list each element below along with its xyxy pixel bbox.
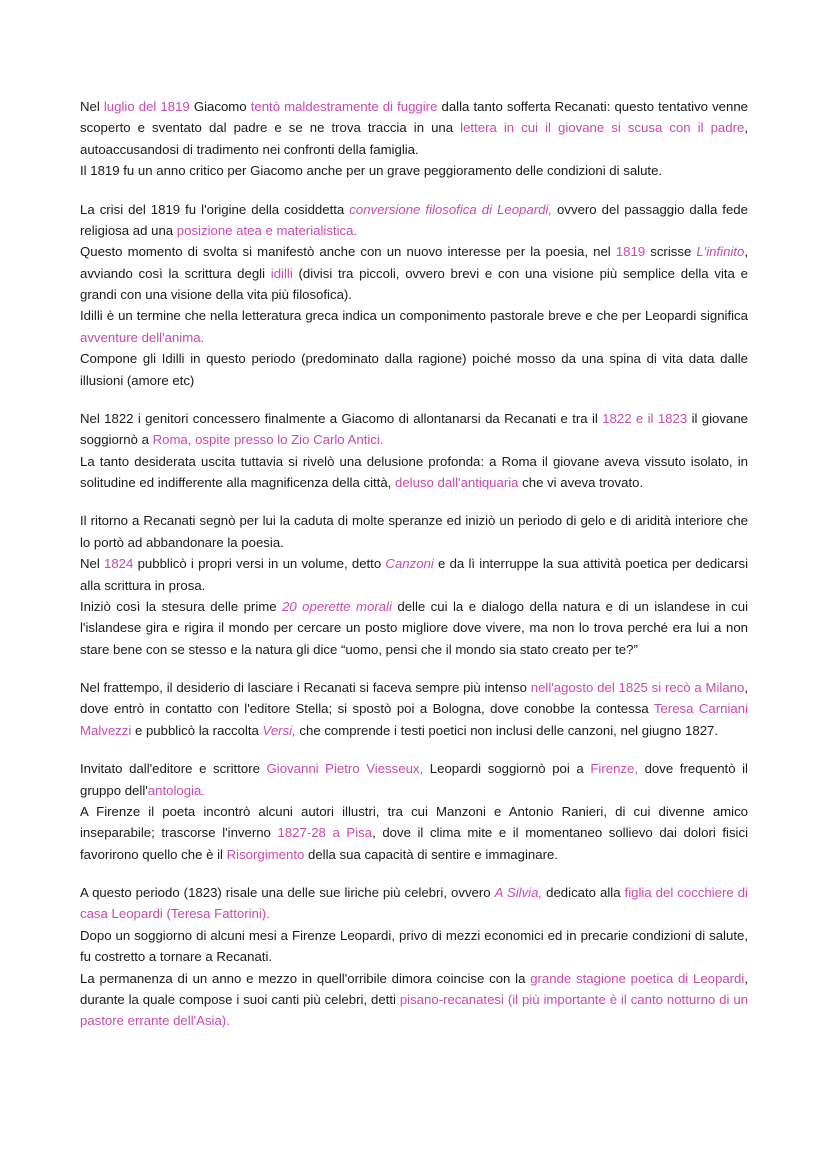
paragraph [80,553,748,596]
text-run: e pubblicò la raccolta [131,722,263,738]
paragraph [80,882,748,925]
text-run: , dove il clima mite e il momentaneo sollievo dai dolori fisici favorirono quello che è il [80,825,748,862]
text-run: Questo momento di svolta si manifestò anche con un nuovo interesse per la poesia, nel [80,244,616,260]
text-run: A questo periodo (1823) risale una delle sue liriche più celebri, ovvero [80,885,495,900]
text-run: delle cui la e dialogo della natura e di un islandese in cui l'islandese gira e rigira il mondo per cercare un posto migliore dove vivere, ma non lo trova perché era lui a non stare bene con se stesso e la natura gli dice “uomo, pensi che il mondo sia stato creato per te?” [80,598,748,657]
paragraph [80,199,748,242]
paragraph [80,408,748,451]
paragraph [80,925,748,968]
highlighted-text-run: A Silvia, [494,885,543,900]
text-run: (divisi tra piccoli, ovvero brevi e con una visione più semplice della vita e grandi con una visione della vita più filosofica). [80,265,748,302]
highlighted-text-run: lettera in cui il giovane si scusa con il padre [460,120,745,136]
text-run: , autoaccusandosi di tradimento nei confronti della famiglia. [80,120,748,157]
paragraph [80,96,748,160]
highlighted-text-run: figlia del cocchiere di casa Leopardi (Teresa Fattorini). [80,885,748,922]
text-run: Dopo un soggiorno di alcuni mesi a Firenze Leopardi, privo di mezzi economici ed in precarie condizioni di salute, fu costretto a tornare a Recanati. [80,927,748,965]
highlighted-text-run: Risorgimento [226,846,305,862]
highlighted-text-run: posizione atea e materialistica. [176,222,358,238]
text-run: Nel [80,556,105,572]
paragraph [80,677,748,741]
paragraph-spacer [80,660,748,677]
text-run: , avviando così la scrittura degli [80,244,749,281]
paragraph [80,241,748,305]
text-run: La permanenza di un anno e mezzo in quell'orribile dimora coincise con la [80,970,531,986]
text-run: , dove entrò in contatto con l'editore Stella; si spostò poi a Bologna, dove conobbe la contessa [80,680,748,717]
paragraph [80,968,748,1032]
text-run: dedicato alla [542,885,625,900]
highlighted-text-run: Firenze, [590,761,638,777]
highlighted-text-run: 1819 [615,244,646,260]
text-run: Nel frattempo, il desiderio di lasciare i Recanati si faceva sempre più intenso [80,680,531,695]
paragraph [80,510,748,553]
paragraph [80,758,748,801]
paragraph-spacer [80,391,748,408]
highlighted-text-run: nell'agosto del 1825 si recò a Milano [530,680,745,695]
highlighted-text-run: 1827-28 a Pisa [277,825,373,841]
paragraph [80,596,748,660]
highlighted-text-run: Versi, [262,722,296,738]
text-run: La tanto desiderata uscita tuttavia si rivelò una delusione profonda: a Roma il giovane aveva vissuto isolato, in solitudine ed indifferente alla magnificenza della città, [80,453,748,490]
text-run: Leopardi soggiornò poi a [423,761,591,777]
text-run: dalla tanto sofferta Recanati: questo tentativo venne scoperto e sventato dal padre e se ne trova traccia in una [80,99,749,136]
highlighted-text-run: grande stagione poetica di Leopardi [530,970,745,986]
text-run: il giovane soggiornò a [80,410,748,448]
highlighted-text-run: 20 operette morali [282,598,392,614]
text-run: La crisi del 1819 fu l'origine della cosiddetta [80,201,350,217]
text-run: Idilli è un termine che nella letteratura greca indica un componimento pastorale breve e che per Leopardi significa [80,308,748,324]
text-run: che comprende i testi poetici non inclusi delle canzoni, nel giugno 1827. [295,722,719,738]
document-body [80,96,748,1032]
paragraph [80,305,748,348]
paragraph [80,801,748,865]
highlighted-text-run: pisano-recanatesi (il più importante è il canto notturno di un pastore errante dell'Asia). [80,991,748,1029]
text-run: Il ritorno a Recanati segnò per lui la caduta di molte speranze ed iniziò un periodo di gelo e di aridità interiore che lo portò ad abbandonare la poesia. [80,513,748,550]
text-run: della sua capacità di sentire e immaginare. [304,846,558,862]
text-run: Invitato dall'editore e scrittore [80,761,267,777]
highlighted-text-run: avventure dell'anima. [80,329,205,345]
text-run: Il 1819 fu un anno critico per Giacomo anche per un grave peggioramento delle condizioni di salute. [80,163,663,179]
text-run: e da lì interruppe la sua attività poetica per dedicarsi alla scrittura in prosa. [80,556,749,593]
text-run: , durante la quale compose i suoi canti più celebri, detti [80,970,748,1007]
paragraph [80,451,748,494]
text-run: scrisse [645,244,697,260]
text-run: ovvero del passaggio dalla fede religiosa ad una [80,201,748,238]
highlighted-text-run: Canzoni [385,556,434,572]
highlighted-text-run: Giovanni Pietro Viesseux, [266,761,424,777]
highlighted-text-run: deluso dall'antiquaria [395,475,519,490]
highlighted-text-run: luglio del 1819 [103,99,190,114]
highlighted-text-run: 1824 [104,556,134,572]
paragraph [80,348,748,391]
text-run: Giacomo [189,99,251,114]
highlighted-text-run: L'infinito [696,244,745,260]
text-run: pubblicò i propri versi in un volume, detto [133,556,386,572]
text-run: che vi aveva trovato. [518,475,644,490]
text-run: Compone gli Idilli in questo periodo (predominato dalla ragione) poiché mosso da una spina di vita data dalle illusioni (amore etc) [80,351,748,388]
paragraph-spacer [80,493,748,510]
text-run: Nel 1822 i genitori concessero finalmente a Giacomo di allontanarsi da Recanati e tra il [80,410,603,426]
text-run: A Firenze il poeta incontrò alcuni autori illustri, tra cui Manzoni e Antonio Ranieri, di cui divenne amico inseparabile; trascorse l'inverno [80,803,748,841]
paragraph [80,160,748,181]
highlighted-text-run: Roma, ospite presso lo Zio Carlo Antici. [152,432,384,448]
text-run: Iniziò così la stesura delle prime [80,598,283,614]
highlighted-text-run: Teresa Carniani Malvezzi [80,701,749,738]
paragraph-spacer [80,741,748,758]
paragraph-spacer [80,865,748,882]
paragraph-spacer [80,182,748,199]
text-run: Nel [80,99,104,114]
highlighted-text-run: conversione filosofica di Leopardi, [349,201,553,217]
highlighted-text-run: antologia. [147,782,205,798]
text-run: dove frequentò il gruppo dell' [80,761,748,798]
highlighted-text-run: tentò maldestramente di fuggire [250,99,438,114]
highlighted-text-run: idilli [270,265,293,281]
highlighted-text-run: 1822 e il 1823 [602,410,688,426]
